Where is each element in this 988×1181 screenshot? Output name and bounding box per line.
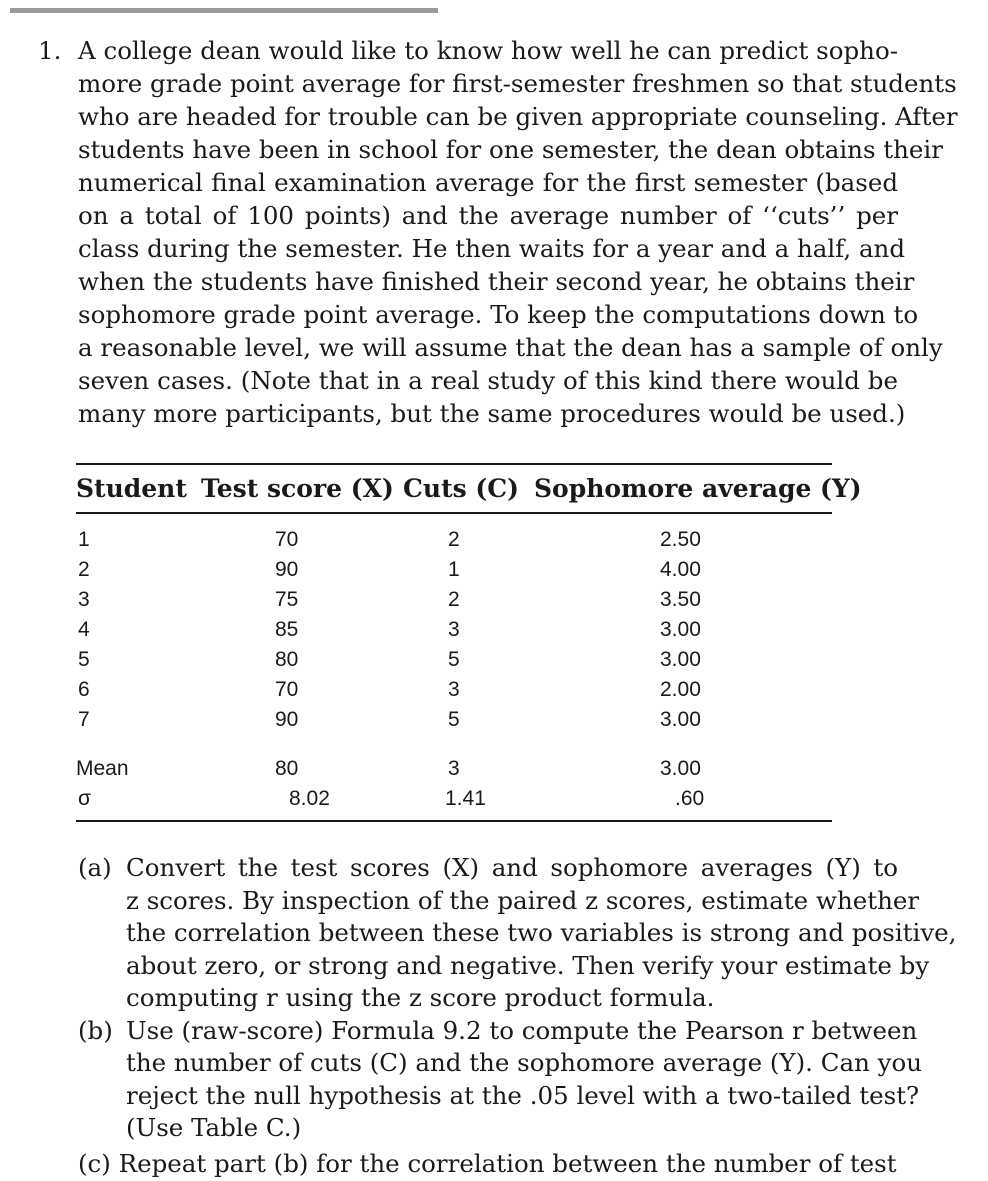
problem-line: A college dean would like to know how well he can predict sopho- [78,36,898,65]
part-b-label: (b) [78,1015,113,1045]
header-cuts: Cuts (C) [403,474,519,503]
mean-test-score: 80 [275,757,299,780]
problem-line: many more participants, but the same procedures would be used.) [78,399,906,428]
part-c-cutoff-line [78,1148,898,1178]
cuts-cell: 2 [448,588,460,611]
sophomore-average-cell: 2.00 [660,678,701,701]
test-score-cell: 75 [275,588,299,611]
cuts-cell: 3 [448,678,460,701]
part-b-line: reject the null hypothesis at the .05 level with a two-tailed test? [126,1080,920,1110]
cuts-cell: 2 [448,528,460,551]
student-cell: 7 [78,708,90,731]
table-body [76,514,832,814]
data-table [76,463,862,814]
cuts-cell: 1 [448,558,460,581]
part-b-line: (Use Table C.) [126,1113,302,1142]
problem-line: a reasonable level, we will assume that the dean has a sample of only [78,333,943,362]
problem-line: when the students have finished their second year, he obtains their [78,267,915,296]
test-score-cell: 90 [275,558,299,581]
sophomore-average-cell: 3.00 [660,618,701,641]
sigma-sophomore-average: .60 [675,787,705,810]
part-a-label: (a) [78,853,112,882]
test-score-cell: 70 [275,678,299,701]
student-cell: 5 [78,648,90,671]
part-a-line: z scores. By inspection of the paired z scores, estimate whether [126,885,920,915]
top-rule [10,8,438,13]
mean-label: Mean [76,757,129,780]
header-test-score: Test score (X) [201,474,394,503]
problem-line: on a total of 100 points) and the average number of ‘‘cuts’’ per [78,201,898,230]
sophomore-average-cell: 4.00 [660,558,701,581]
table-header [76,465,862,512]
student-cell: 2 [78,558,90,581]
problem-statement [38,34,958,430]
student-cell: 4 [78,618,90,641]
part-c-partial-text: (c) Repeat part (b) for the correlation between the number of test [78,1149,897,1178]
problem-line: who are headed for trouble can be given appropriate counseling. After [78,102,958,131]
part-a-line: Convert the test scores (X) and sophomore averages (Y) to [126,853,898,882]
student-cell: 1 [78,528,90,551]
problem-line: more grade point average for first-semester freshmen so that students [78,69,957,98]
problem-line: sophomore grade point average. To keep the computations down to [78,300,919,329]
problem-text [78,34,958,430]
part-a-line: computing r using the z score product formula. [126,983,715,1012]
sigma-test-score: 8.02 [289,787,330,810]
cuts-cell: 5 [448,708,460,731]
part-b-line: Use (raw-score) Formula 9.2 to compute the Pearson r between [126,1015,918,1045]
student-cell: 3 [78,588,90,611]
header-student: Student [76,474,187,503]
question-parts [78,852,957,1145]
part-a [78,852,957,1015]
sigma-label: σ [78,787,91,810]
part-a-text [126,852,957,1015]
sophomore-average-cell: 2.50 [660,528,701,551]
sophomore-average-cell: 3.00 [660,648,701,671]
mean-sophomore-average: 3.00 [660,757,701,780]
student-cell: 6 [78,678,90,701]
test-score-cell: 90 [275,708,299,731]
part-b-line: the number of cuts (C) and the sophomore average (Y). Can you [126,1048,923,1077]
cuts-cell: 5 [448,648,460,671]
sigma-cuts: 1.41 [445,787,486,810]
problem-line: students have been in school for one semester, the dean obtains their [78,135,943,164]
table-bottom-rule [76,820,832,822]
part-b [78,1015,923,1145]
sophomore-average-cell: 3.50 [660,588,701,611]
problem-line: class during the semester. He then waits for a year and a half, and [78,234,906,263]
header-sophomore-average: Sophomore average (Y) [534,474,862,503]
test-score-cell: 80 [275,648,299,671]
part-b-text [126,1015,923,1145]
test-score-cell: 85 [275,618,299,641]
test-score-cell: 70 [275,528,299,551]
cuts-cell: 3 [448,618,460,641]
problem-line: numerical final examination average for the first semester (based [78,168,898,197]
sophomore-average-cell: 3.00 [660,708,701,731]
mean-cuts: 3 [448,757,460,780]
part-a-line: about zero, or strong and negative. Then verify your estimate by [126,950,930,980]
problem-number: 1. [38,36,62,65]
part-a-line: the correlation between these two variables is strong and positive, [126,918,957,947]
problem-line: seven cases. (Note that in a real study of this kind there would be [78,366,898,395]
